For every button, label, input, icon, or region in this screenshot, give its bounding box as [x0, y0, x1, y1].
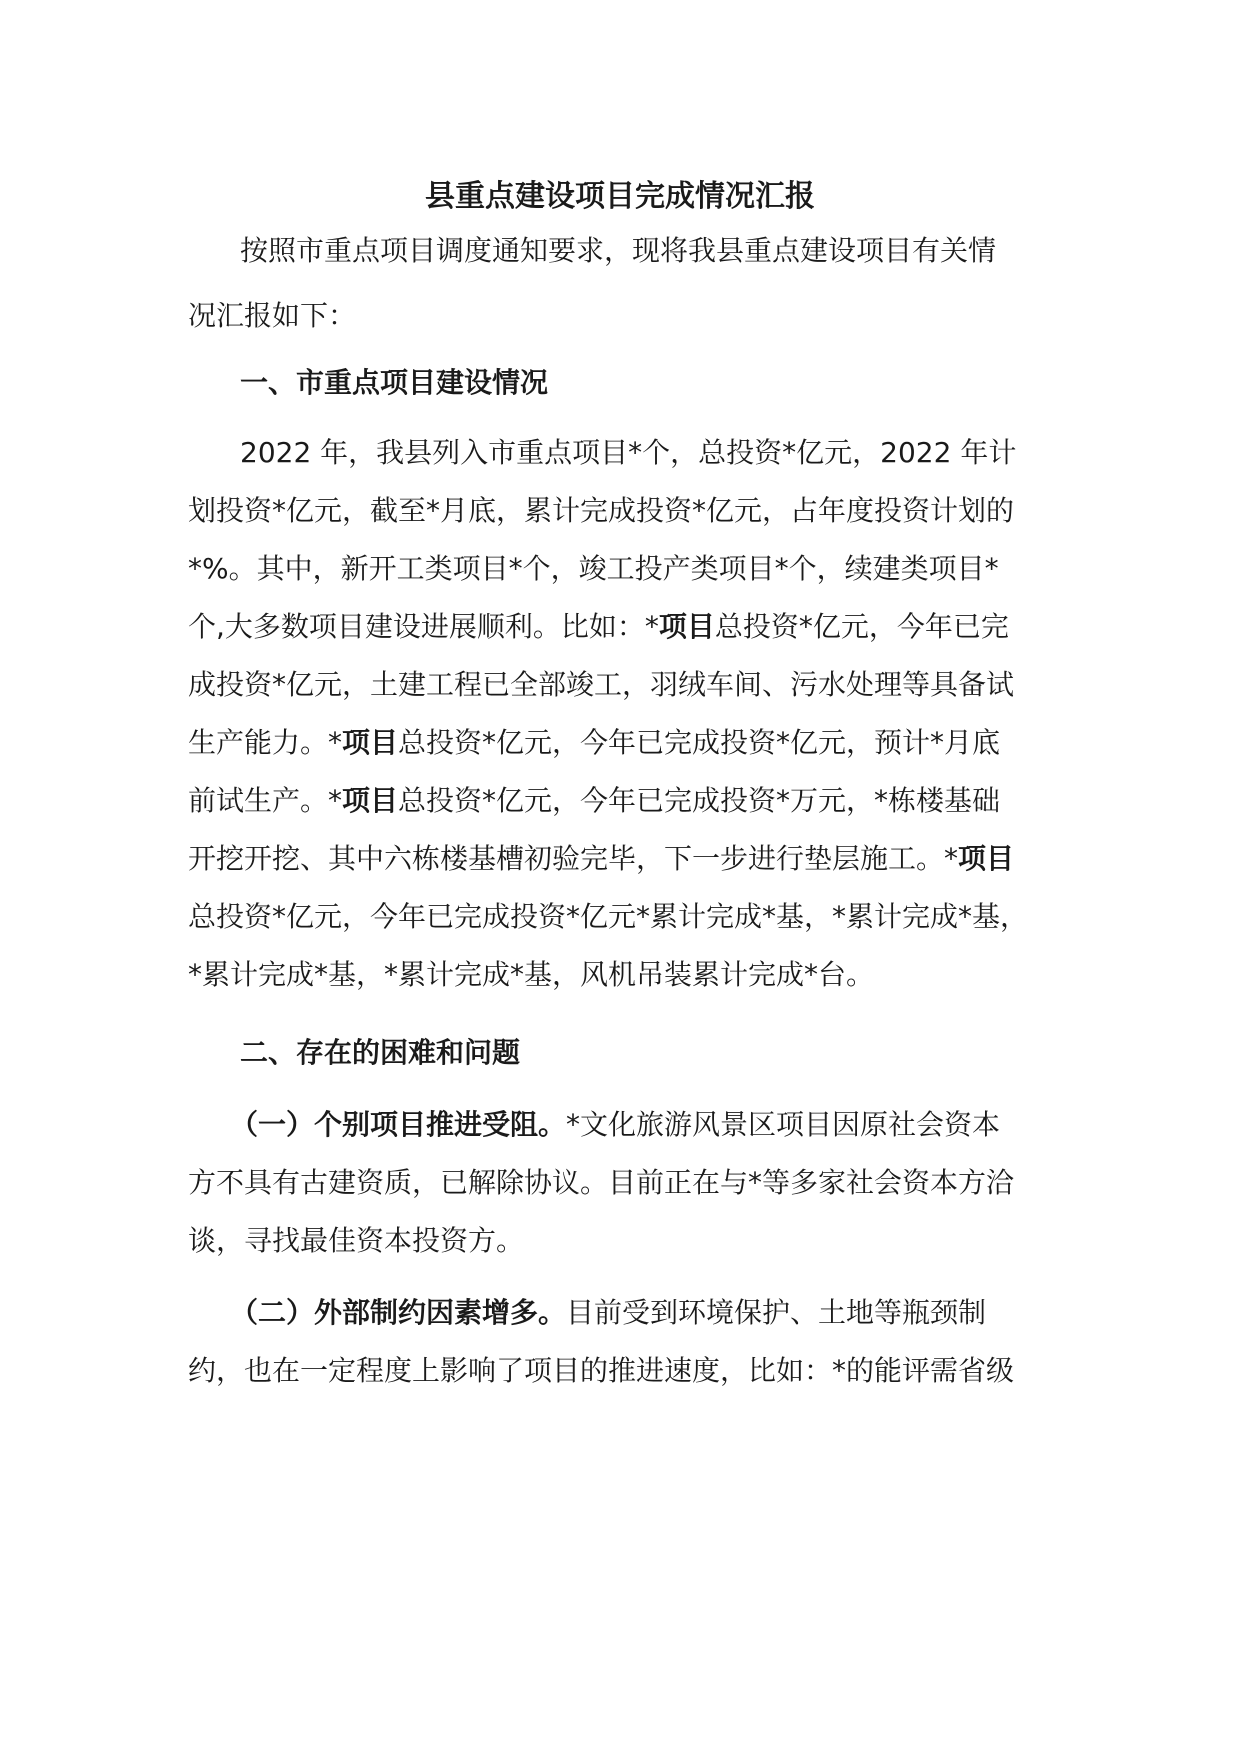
- s1-line-7a: 前试生产。*: [188, 784, 343, 817]
- section-2-heading-block: [188, 1020, 1088, 1085]
- intro-line-1: 按照市重点项目调度通知要求，现将我县重点建设项目有关情: [240, 234, 997, 267]
- s2-item2-line-2: 约，也在一定程度上影响了项目的推进速度，比如：*的能评需省级: [188, 1354, 1015, 1387]
- s1-line-8-project-bold: 项目: [958, 842, 1015, 875]
- s1-line-4: [188, 598, 1088, 656]
- s2-item1-line-1: [188, 1096, 1088, 1154]
- s2-item2-label: （二）外部制约因素增多。: [230, 1296, 567, 1329]
- s1-line-4-project-bold: 项目: [658, 610, 715, 643]
- s1-line-5: 成投资*亿元，土建工程已全部竣工，羽绒车间、污水处理等具备试: [188, 668, 1015, 701]
- s2-item1-l1: *文化旅游风景区项目因原社会资本: [566, 1108, 1001, 1141]
- intro-line-2: 况汇报如下：: [188, 299, 357, 332]
- s1-line-1: 2022 年，我县列入市重点项目*个，总投资*亿元，2022 年计: [240, 436, 1017, 469]
- s1-line-7-project-bold: 项目: [342, 784, 399, 817]
- s1-line-6c: 总投资*亿元，今年已完成投资*亿元，预计*月底: [398, 726, 1001, 759]
- s1-line-8: [188, 830, 1088, 888]
- section-1-heading: 一、市重点项目建设情况: [240, 366, 549, 399]
- section-1-heading-block: [188, 350, 1088, 415]
- section-2-item-2: [188, 1284, 1088, 1400]
- s1-line-6: [188, 714, 1088, 772]
- s1-line-7c: 总投资*亿元，今年已完成投资*万元，*栋楼基础: [398, 784, 1001, 817]
- s2-item1-label: （一）个别项目推进受阻。: [230, 1108, 567, 1141]
- s2-item1-line-2: 方不具有古建资质，已解除协议。目前正在与*等多家社会资本方洽: [188, 1166, 1015, 1199]
- document-title: 县重点建设项目完成情况汇报: [425, 179, 815, 214]
- section-1-paragraph: [188, 424, 1088, 1004]
- s2-item1-line-3: 谈，寻找最佳资本投资方。: [188, 1224, 525, 1257]
- s1-line-9: 总投资*亿元，今年已完成投资*亿元*累计完成*基，*累计完成*基，: [188, 900, 1029, 933]
- s2-item2-line-1: [188, 1284, 1088, 1342]
- intro-paragraph: [188, 218, 1088, 348]
- s1-line-10: *累计完成*基，*累计完成*基，风机吊装累计完成*台。: [188, 958, 875, 991]
- s1-line-4c: 总投资*亿元，今年已完: [714, 610, 1009, 643]
- s1-line-6a: 生产能力。*: [188, 726, 343, 759]
- s1-line-3: *%。其中，新开工类项目*个，竣工投产类项目*个，续建类项目*: [188, 552, 999, 585]
- s2-item2-l1: 目前受到环境保护、土地等瓶颈制: [566, 1296, 987, 1329]
- s1-line-4a: 个,大多数项目建设进展顺利。比如：*: [188, 610, 659, 643]
- s1-line-2: 划投资*亿元，截至*月底，累计完成投资*亿元，占年度投资计划的: [188, 494, 1015, 527]
- s1-line-6-project-bold: 项目: [342, 726, 399, 759]
- section-2-item-1: [188, 1096, 1088, 1270]
- section-2-heading: 二、存在的困难和问题: [240, 1036, 521, 1069]
- s1-line-7: [188, 772, 1088, 830]
- s1-line-8a: 开挖开挖、其中六栋楼基槽初验完毕，下一步进行垫层施工。*: [188, 842, 959, 875]
